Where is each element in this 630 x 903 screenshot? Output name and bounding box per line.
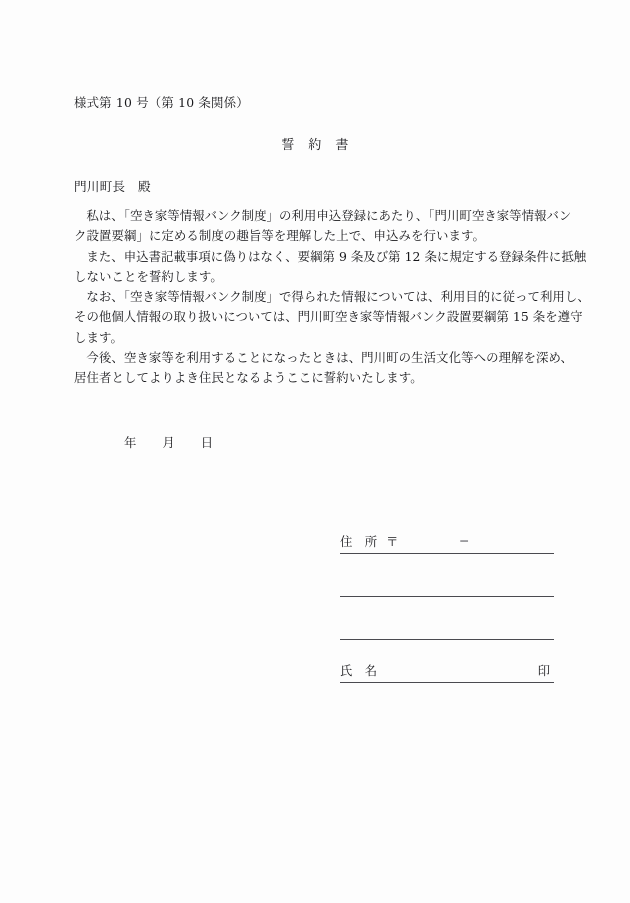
postal-code-dash: − (459, 533, 470, 548)
body-line: また、申込書記載事項に偽りはなく、要綱第 9 条及び第 12 条に規定する登録条件に抵触 (86, 248, 587, 264)
body-line: 私は、「空き家等情報バンク制度」の利用申込登録にあたり、「門川町空き家等情報バン (86, 208, 572, 223)
address-field-row[interactable] (340, 528, 554, 554)
body-line: なお、「空き家等情報バンク制度」で得られた情報については、利用目的に従って利用し、 (86, 289, 590, 305)
body-line: その他個人情報の取り扱いについては、門川町空き家等情報バンク設置要綱第 15 条を遵守 (74, 309, 583, 325)
signature-block (340, 528, 554, 683)
body-line: 居住者としてよりよき住民となるようここに誓約いたします。 (74, 370, 423, 386)
body-line: 今後、空き家等を利用することになったときは、門川町の生活文化等への理解を深め、 (86, 350, 574, 366)
postal-code-icon: 〒 (386, 534, 399, 549)
page-title: 誓 約 書 (281, 138, 349, 153)
body-line: しないことを誓約します。 (74, 268, 223, 284)
name-field-row[interactable] (340, 640, 554, 683)
date-year-label: 年 (124, 435, 137, 450)
address-line-2[interactable] (340, 554, 554, 597)
name-label: 氏 名 (340, 663, 378, 678)
form-number: 様式第 10 号（第 10 条関係） (74, 95, 249, 110)
addressee: 門川町長 殿 (74, 179, 151, 194)
address-line-3[interactable] (340, 597, 554, 640)
body-line: します。 (74, 329, 123, 345)
address-label: 住 所 (340, 534, 378, 549)
body-line: ク設置要綱」に定める制度の趣旨等を理解した上で、申込みを行います。 (74, 228, 485, 244)
body-text (74, 206, 590, 389)
date-line (124, 433, 213, 451)
seal-label: 印 (537, 663, 550, 678)
date-month-label: 月 (162, 435, 175, 450)
date-day-label: 日 (200, 435, 214, 450)
